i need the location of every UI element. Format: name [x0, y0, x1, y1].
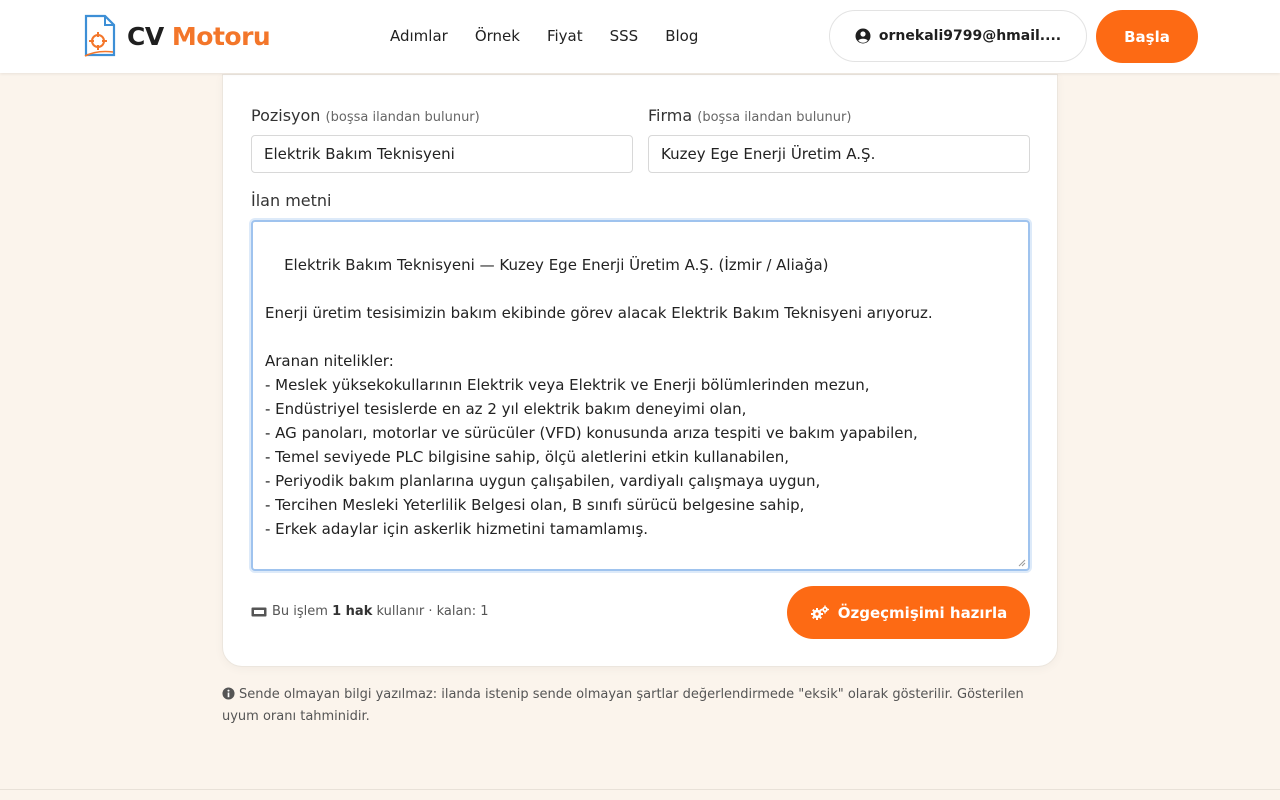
position-hint: (boşsa ilandan bulunur): [325, 110, 480, 125]
posting-textarea[interactable]: [251, 220, 1030, 571]
resize-grip-icon[interactable]: [1018, 559, 1026, 567]
logo[interactable]: [83, 14, 270, 58]
cv-form-card: [222, 74, 1058, 667]
account-email: ornekali9799@hmail....: [878, 28, 1062, 44]
cost-info: Bu işlem 1 hak kullanır · kalan: 1: [251, 604, 489, 619]
nav-link-adimlar[interactable]: Adımlar: [390, 27, 448, 45]
nav-link-blog[interactable]: Blog: [665, 27, 699, 45]
user-circle-icon: [855, 28, 871, 44]
nav-link-ornek[interactable]: Örnek: [474, 27, 520, 45]
company-hint: (boşsa ilandan bulunur): [697, 110, 852, 125]
nav-link-fiyat[interactable]: Fiyat: [546, 27, 583, 45]
account-button[interactable]: [829, 10, 1087, 62]
main-nav: [390, 26, 725, 46]
position-label: Pozisyon (boşsa ilandan bulunur): [251, 106, 480, 125]
posting-text: Elektrik Bakım Teknisyeni — Kuzey Ege Enerji Üretim A.Ş. (İzmir / Aliağa) Enerji üretim tesisimizin bakım ekibinde görev alacak Elektrik Bakım Teknisyeni arıyoruz. Aranan nitelikler: - Meslek yüksekokullarının Elektrik veya Elektrik ve Enerji bölümlerinden mezun, - Endüstriyel tesislerde en az 2 yıl elektrik bakım deneyimi olan, - AG panoları, motorlar ve sürücüler (VFD) konusunda arıza tespiti ve bakım yapabilen, - Temel seviyede PLC bilgisine sahip, ölçü aletlerini etkin kullanabilen, - Periyodik bakım planlarına uygun çalışabilen, vardiyalı çalışmaya uygun, - Tercihen Mesleki Yeterlilik Belgesi olan, B sınıfı sürücü belgesine sahip, - Erkek adaylar için askerlik hizmetini tamamlamış.: [265, 256, 933, 538]
ticket-icon: [251, 606, 267, 618]
document-target-icon: [83, 14, 117, 58]
position-input[interactable]: Elektrik Bakım Teknisyeni: [251, 135, 633, 173]
prepare-cv-button[interactable]: Özgeçmişimi hazırla: [787, 586, 1030, 639]
company-input[interactable]: Kuzey Ege Enerji Üretim A.Ş.: [648, 135, 1030, 173]
posting-label: İlan metni: [251, 191, 332, 210]
top-navbar: [0, 0, 1280, 73]
company-label: Firma (boşsa ilandan bulunur): [648, 106, 852, 125]
divider: [0, 789, 1280, 790]
info-note-text: Sende olmayan bilgi yazılmaz: ilanda istenip sende olmayan şartlar değerlendirmede "eksik" olarak gösterilir. Gösterilen uyum oranı tahminidir.: [222, 687, 1024, 724]
logo-text: CV Motoru: [127, 21, 271, 51]
info-note: [222, 684, 1042, 728]
nav-link-sss[interactable]: SSS: [609, 27, 639, 45]
gears-icon: [810, 605, 830, 621]
cost-amount: 1 hak: [332, 604, 373, 619]
start-button[interactable]: Başla: [1096, 10, 1198, 63]
info-circle-icon: [222, 687, 235, 700]
